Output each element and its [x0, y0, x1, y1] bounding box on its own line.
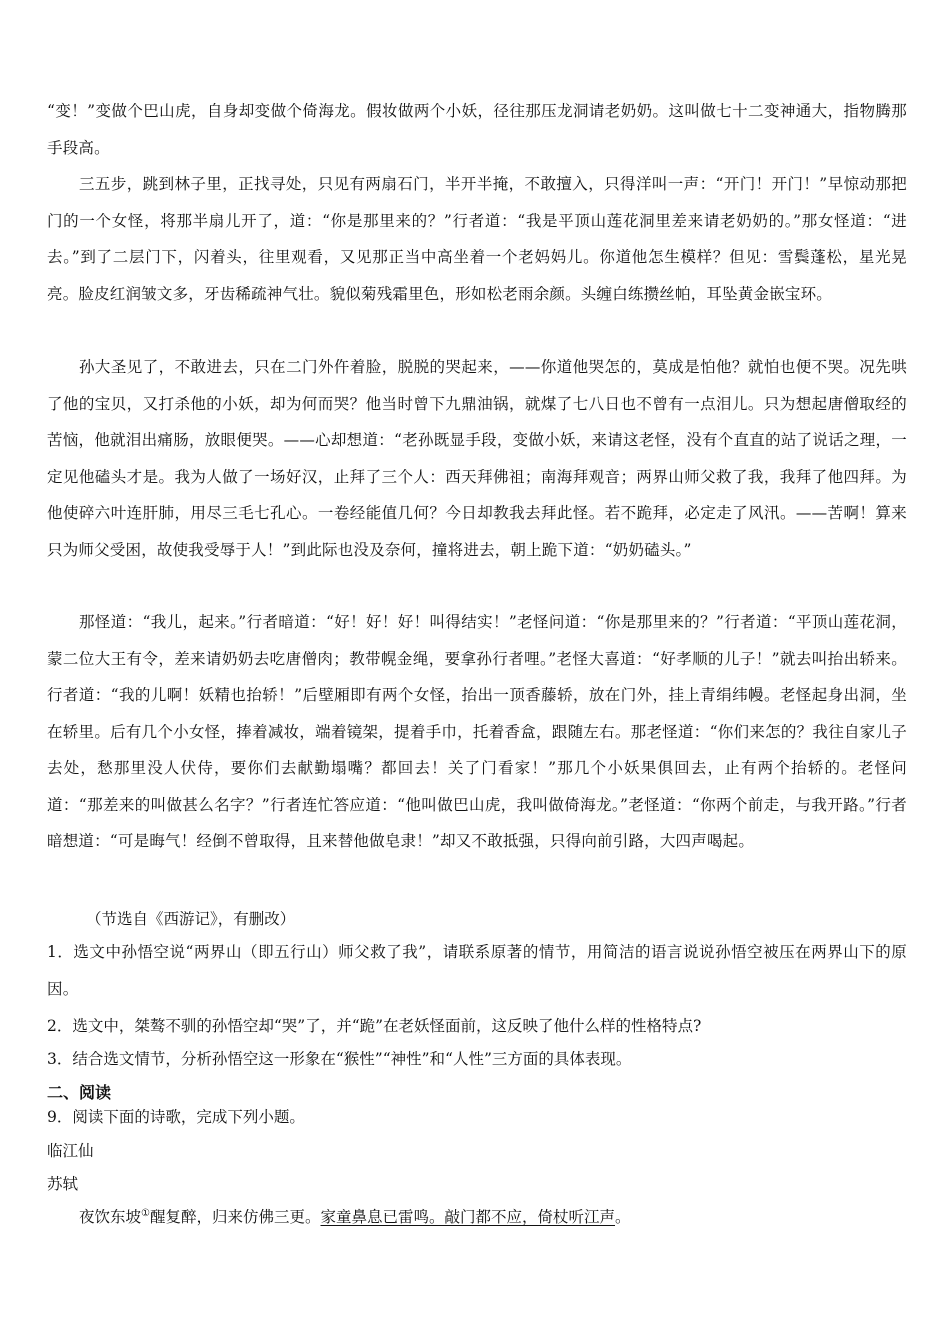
section-instruction: 9．阅读下面的诗歌，完成下列小题。 — [47, 1108, 305, 1126]
poem-line-underlined: 家童鼻息已雷鸣。敲门都不应，倚杖听江声 — [320, 1208, 616, 1226]
question-1: 1．选文中孙悟空说“两界山（即五行山）师父救了我”，请联系原著的情节，用简洁的语言说说孙悟空被压在两界山下的原因。 — [47, 943, 907, 998]
poem-title: 临江仙 — [47, 1142, 94, 1160]
passage-paragraph-3: 孙大圣见了，不敢进去，只在二门外仵着脸，脱脱的哭起来，——你道他哭怎的，莫成是怕他？就怕也便不哭。况先哄了他的宝贝，又打杀他的小妖，却为何而哭？他当时曾下九鼎油锅，就煤了七八日也不曾有一点泪儿。只为想起唐僧取经的苦恼，他就泪出痛肠，放眼便哭。——心却想道：“老孙既显手段，变做小妖，来请这老怪，没有个直直的站了说话之理，一定见他磕头才是。我为人做了一场好汉，止拜了三个人：西天拜佛祖；南海拜观音；两界山师父救了我，我拜了他四拜。为他使碎六叶连肝肺，用尽三毛七孔心。一卷经能值几何？今日却教我去拜此怪。若不跪拜，必定走了风汛。——苦啊！算来只为师父受困，故使我受辱于人！”到此际也没及奈何，撞将进去，朝上跪下道：“奶奶磕头。” — [47, 358, 907, 559]
question-2: 2．选文中，桀骜不驯的孙悟空却“哭”了，并“跪”在老妖怪面前，这反映了他什么样的性格特点? — [47, 1017, 702, 1035]
passage-paragraph-2: 三五步，跳到林子里，正找寻处，只见有两扇石门，半开半掩，不敢擅入，只得洋叫一声：“开门！开门！”早惊动那把门的一个女怪，将那半扇儿开了，道：“你是那里来的？”行者道：“我是平顶山莲花洞里差来请老奶奶的。”那女怪道：“进去。”到了二层门下，闪着头，往里观看，又见那正当中高坐着一个老妈妈儿。你道他怎生模样？但见：雪鬓蓬松，星光晃亮。脸皮红润皱文多，牙齿稀疏神气壮。貌似菊残霜里色，形如松老雨余颜。头缠白练攒丝帕，耳坠黄金嵌宝环。 — [47, 175, 907, 303]
poem-author: 苏轼 — [47, 1175, 79, 1193]
poem-line-start: 夜饮东坡 — [79, 1208, 142, 1226]
passage-paragraph-1: “变！”变做个巴山虎，自身却变做个倚海龙。假妆做两个小妖，径往那压龙洞请老奶奶。这叫做七十二变神通大，指物腾那手段高。 — [47, 102, 907, 157]
footnote-mark: ① — [141, 1207, 150, 1219]
poem-line-end: 。 — [615, 1208, 631, 1226]
passage-paragraph-4: 那怪道：“我儿，起来。”行者暗道：“好！好！好！叫得结实！”老怪问道：“你是那里来的？”行者道：“平顶山莲花洞，蒙二位大王有令，差来请奶奶去吃唐僧肉；教带幌金绳，要拿孙行者哩。”老怪大喜道：“好孝顺的儿子！”就去叫抬出轿来。行者道：“我的儿啊！妖精也抬轿！”后壁厢即有两个女怪，抬出一顶香藤轿，放在门外，挂上青绢纬幔。老怪起身出洞，坐在轿里。后有几个小女怪，捧着减妆，端着镜架，提着手巾，托着香盒，跟随左右。那老怪道：“你们来怎的？我往自家儿子去处，愁那里没人伏侍，要你们去献勤塌嘴？都回去！关了门看家！”那几个小妖果俱回去，止有两个抬轿的。老怪问道：“那差来的叫做甚么名字？”行者连忙答应道：“他叫做巴山虎，我叫做倚海龙。”老怪道：“你两个前走，与我开路。”行者暗想道：“可是晦气！经倒不曾取得，且来替他做皂隶！”却又不敢抵强，只得向前引路，大四声喝起。 — [47, 613, 907, 850]
source-note: （节选自《西游记》，有删改） — [86, 910, 296, 928]
section-heading: 二、阅读 — [47, 1083, 112, 1102]
question-3: 3．结合选文情节，分析孙悟空这一形象在“猴性”“神性”和“人性”三方面的具体表现。 — [47, 1050, 632, 1068]
poem-line — [79, 1205, 631, 1227]
poem-line-mid: 醒复醉，归来仿佛三更。 — [149, 1208, 321, 1226]
